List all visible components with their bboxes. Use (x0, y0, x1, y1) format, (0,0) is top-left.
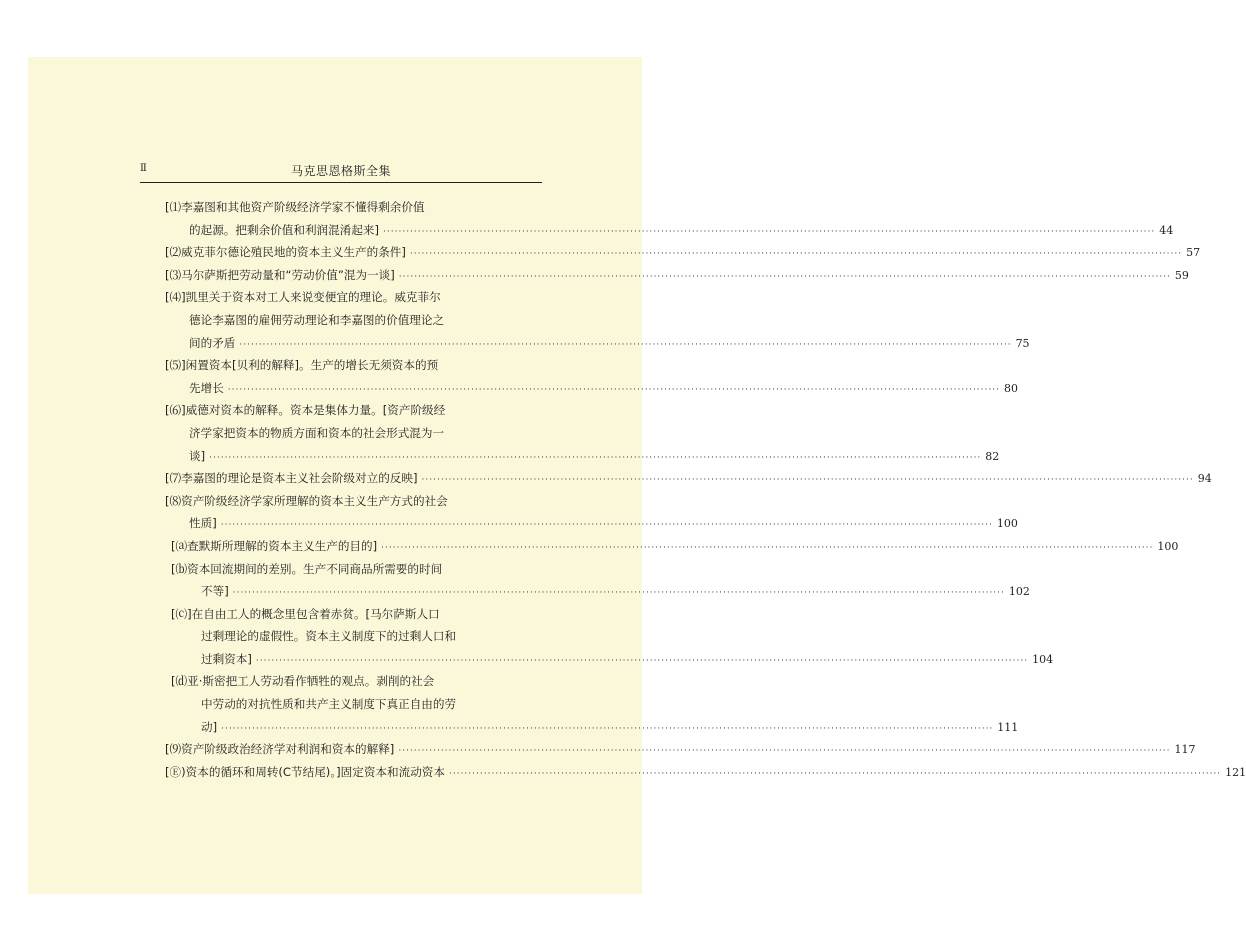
toc-entry[interactable] (165, 399, 1000, 467)
leader-dots: ········································································································································································································ (227, 384, 1000, 395)
toc-entry-text: 先增长 (189, 380, 224, 395)
running-title: 马克思恩格斯全集 (290, 164, 391, 178)
page-header (140, 160, 542, 183)
leader-dots: ········································································································································································································ (398, 746, 1171, 757)
toc-page-number: 57 (1186, 246, 1201, 260)
toc-entry-text: 性质] (189, 516, 217, 531)
toc-entry-text: 不等] (201, 584, 229, 599)
leader-dots: ········································································································································································································ (232, 588, 1005, 599)
leader-dots: ········································································································································································································ (383, 226, 1156, 237)
toc-entry[interactable] (165, 286, 1030, 354)
toc-entry[interactable] (165, 490, 1018, 535)
toc-entry[interactable] (165, 264, 1189, 287)
toc-entry[interactable] (165, 535, 1179, 558)
leader-dots: ········································································································································································································ (239, 339, 1012, 350)
toc-page-number: 44 (1159, 223, 1174, 237)
toc-entry[interactable] (165, 354, 1018, 399)
toc-entry-text: [⑼资产阶级政治经济学对利润和资本的解释] (165, 742, 395, 757)
toc-entry[interactable] (165, 467, 1212, 490)
toc-entry-text: 间的矛盾 (189, 335, 236, 350)
leader-dots: ········································································································································································································ (421, 475, 1194, 486)
toc-page-number: 94 (1197, 472, 1212, 486)
leader-dots: ········································································································································································································ (398, 271, 1171, 282)
leader-dots: ········································································································································································································ (448, 768, 1222, 779)
toc-entry-text: [⑵威克菲尔德论殖民地的资本主义生产的条件] (165, 245, 406, 260)
leader-dots: ········································································································································································································ (255, 655, 1029, 666)
toc-entry-text: [⑸]闲置资本[贝利的解释]。生产的增长无须资本的预 (165, 358, 439, 373)
toc-entry-text: 的起源。把剩余价值和利润混淆起来] (189, 222, 380, 237)
leader-dots: ········································································································································································································ (381, 542, 1154, 553)
toc-entry-text: [⒜查默斯所理解的资本主义生产的目的] (171, 538, 378, 553)
toc-entry-text: 谈] (189, 448, 206, 463)
toc-entry[interactable] (165, 196, 1174, 241)
toc-entry-text: [⒟亚·斯密把工人劳动看作牺牲的观点。剥削的社会 (171, 674, 435, 689)
toc-page-number: 121 (1225, 765, 1246, 779)
toc-page-number: 100 (1157, 539, 1179, 553)
leader-dots: ········································································································································································································ (221, 723, 994, 734)
toc-page-number: 59 (1174, 268, 1189, 282)
leader-dots: ········································································································································································································ (209, 452, 982, 463)
toc-entry-text: [⒞]在自由工人的概念里包含着赤贫。[马尔萨斯人口 (171, 606, 440, 621)
toc-entry[interactable] (165, 761, 1246, 784)
toc-entry-text: 动] (201, 719, 218, 734)
toc-page-number: 102 (1008, 585, 1030, 599)
toc-entry-text: [⑻资产阶级经济学家所理解的资本主义生产方式的社会 (165, 493, 448, 508)
toc-entry[interactable] (165, 738, 1196, 761)
toc-page-number: 80 (1003, 381, 1018, 395)
toc-entry-text: [⑺李嘉图的理论是资本主义社会阶级对立的反映] (165, 471, 418, 486)
toc-entry-text: [⑹]威德对资本的解释。资本是集体力量。[资产阶级经 (165, 403, 446, 418)
toc-entry[interactable] (165, 241, 1201, 264)
toc-entry-text: 德论李嘉图的雇佣劳动理论和李嘉图的价值理论之 (189, 312, 445, 327)
leader-dots: ········································································································································································································ (220, 520, 993, 531)
toc-entry-text: 过剩理论的虚假性。资本主义制度下的过剩人口和 (201, 629, 457, 644)
toc-page-number: 75 (1015, 336, 1030, 350)
toc-entry-text: [⑴李嘉图和其他资产阶级经济学家不懂得剩余价值 (165, 200, 425, 214)
toc-entry[interactable] (165, 670, 1019, 738)
toc-page-number: 82 (985, 449, 1000, 463)
toc-entry-text: [⒝资本回流期间的差别。生产不同商品所需要的时间 (171, 561, 443, 576)
toc-entry-text: 济学家把资本的物质方面和资本的社会形式混为一 (189, 425, 445, 440)
toc-page-number: 111 (997, 720, 1019, 734)
toc-entry-text: [⑷]凯里关于资本对工人来说变便宜的理论。威克菲尔 (165, 290, 441, 305)
table-of-contents (165, 196, 1246, 783)
toc-page-number: 117 (1174, 743, 1196, 757)
toc-entry[interactable] (165, 558, 1030, 603)
toc-page-number: 104 (1032, 652, 1054, 666)
toc-entry-text: [Ⓔ)资本的循环和周转(C节结尾)。]固定资本和流动资本 (165, 764, 445, 779)
page-number: Ⅱ (140, 163, 147, 174)
toc-entry-text: 中劳动的对抗性质和共产主义制度下真正自由的劳 (201, 697, 457, 712)
toc-entry-text: 过剩资本] (201, 651, 252, 666)
toc-page-number: 100 (996, 517, 1018, 531)
toc-entry-text: [⑶马尔萨斯把劳动量和“劳动价值”混为一谈] (165, 267, 395, 282)
toc-entry[interactable] (165, 603, 1054, 671)
leader-dots: ········································································································································································································ (409, 249, 1183, 260)
